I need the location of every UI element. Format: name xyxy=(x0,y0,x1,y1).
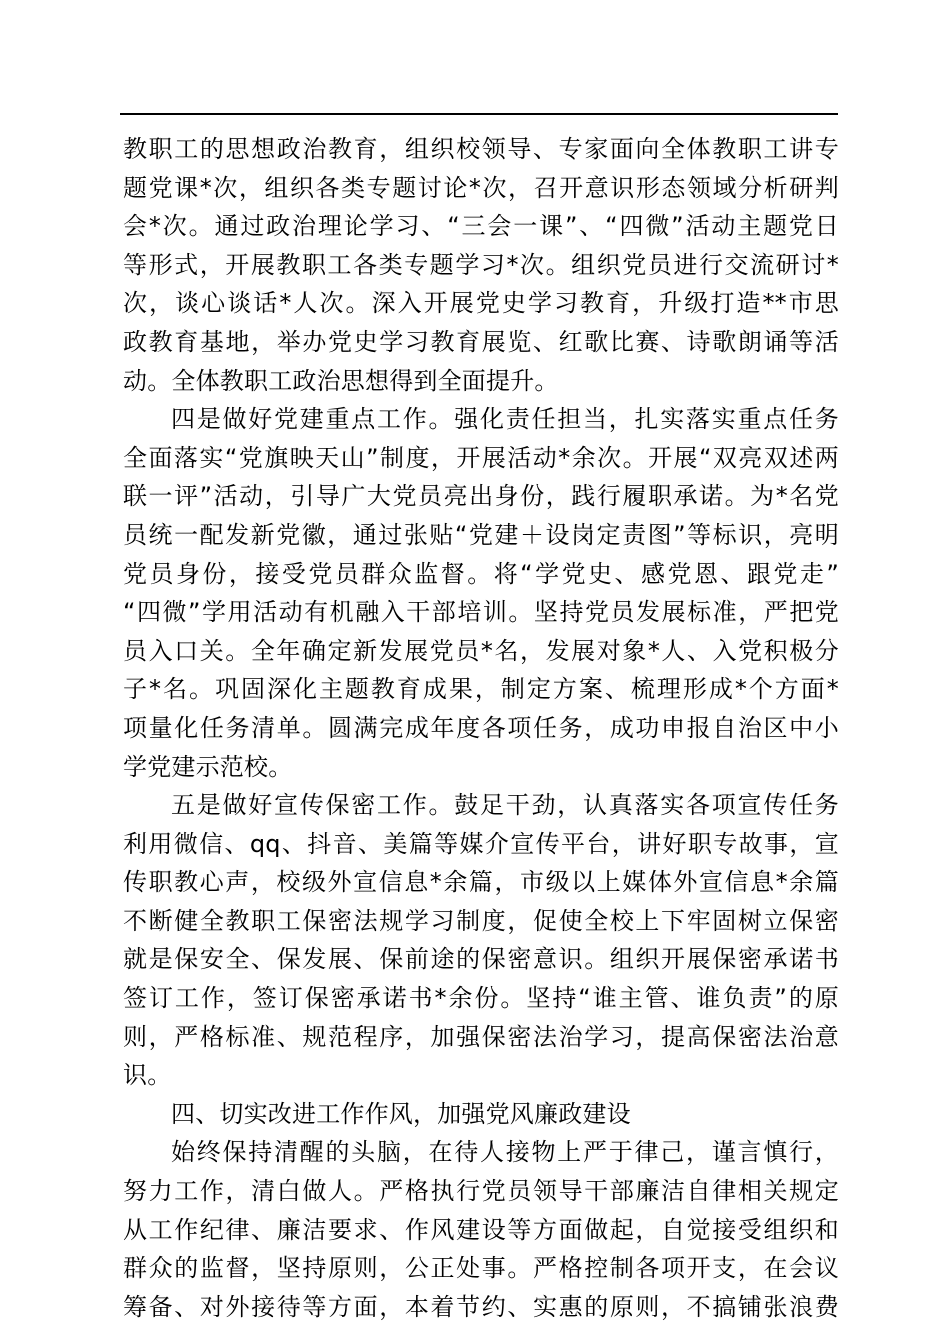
text-line: 动。全体教职工政治思想得到全面提升。 xyxy=(123,366,559,395)
text-line: 就是保安全、保发展、保前途的保密意识。组织开展保密承诺书 xyxy=(123,945,839,974)
text-line: 努力工作，清白做人。严格执行党员领导干部廉洁自律相关规定 xyxy=(123,1177,839,1206)
text-line: 教职工的思想政治教育，组织校领导、专家面向全体教职工讲专 xyxy=(123,135,839,163)
text-line: 子*名。巩固深化主题教育成果，制定方案、梳理形成*个方面* xyxy=(123,675,839,704)
text-line: 则，严格标准、规范程序，加强保密法治学习，提高保密法治意 xyxy=(123,1022,839,1051)
text-line: 传职教心声，校级外宣信息*余篇，市级以上媒体外宣信息*余篇 xyxy=(123,868,839,897)
text-line: 群众的监督，坚持原则，公正处事。严格控制各项开支，在会议 xyxy=(123,1254,839,1283)
text-line: 识。 xyxy=(123,1061,172,1090)
text-line: 全面落实“党旗映天山”制度，开展活动*余次。开展“双亮双述两 xyxy=(123,443,839,472)
text-line: 政教育基地，举办党史学习教育展览、红歌比赛、诗歌朗诵等活 xyxy=(123,327,839,356)
text-line: 题党课*次，组织各类专题讨论*次，召开意识形态领域分析研判 xyxy=(123,173,839,202)
text-line: 利用微信、qq、抖音、美篇等媒介宣传平台，讲好职专故事，宣 xyxy=(123,829,839,858)
text-line: 次，谈心谈话*人次。深入开展党史学习教育，升级打造**市思 xyxy=(123,289,839,318)
text-line: 项量化任务清单。圆满完成年度各项任务，成功申报自治区中小 xyxy=(123,713,839,742)
text-line: 签订工作，签订保密承诺书*余份。坚持“谁主管、谁负责”的原 xyxy=(123,984,839,1013)
text-line: 联一评”活动，引导广大党员亮出身份，践行履职承诺。为*名党 xyxy=(123,482,839,511)
text-line: “四微”学用活动有机融入干部培训。坚持党员发展标准，严把党 xyxy=(123,598,839,627)
text-line: 员入口关。全年确定新发展党员*名，发展对象*人、入党积极分 xyxy=(123,636,839,665)
text-line: 从工作纪律、廉洁要求、作风建设等方面做起，自觉接受组织和 xyxy=(123,1215,839,1244)
text-line: 不断健全教职工保密法规学习制度，促使全校上下牢固树立保密 xyxy=(123,906,839,935)
text-line: 会*次。通过政治理论学习、“三会一课”、“四微”活动主题党日 xyxy=(123,212,839,241)
body-text xyxy=(123,130,839,1326)
paragraph-start-line: 始终保持清醒的头脑，在待人接物上严于律己，谨言慎行， xyxy=(171,1138,839,1167)
text-line: 学党建示范校。 xyxy=(123,752,293,781)
section-heading: 四、切实改进工作作风，加强党风廉政建设 xyxy=(171,1099,631,1128)
header-rule xyxy=(120,113,838,115)
paragraph-start-line: 五是做好宣传保密工作。鼓足干劲，认真落实各项宣传任务 xyxy=(171,791,839,820)
text-line: 等形式，开展教职工各类专题学习*次。组织党员进行交流研讨* xyxy=(123,250,839,279)
paragraph-start-line: 四是做好党建重点工作。强化责任担当，扎实落实重点任务 xyxy=(171,405,839,434)
text-line: 筹备、对外接待等方面，本着节约、实惠的原则，不搞铺张浪费 xyxy=(123,1292,839,1321)
text-line: 员统一配发新党徽，通过张贴“党建＋设岗定责图”等标识，亮明 xyxy=(123,520,839,549)
text-line: 党员身份，接受党员群众监督。将“学党史、感党恩、跟党走” xyxy=(123,559,839,588)
